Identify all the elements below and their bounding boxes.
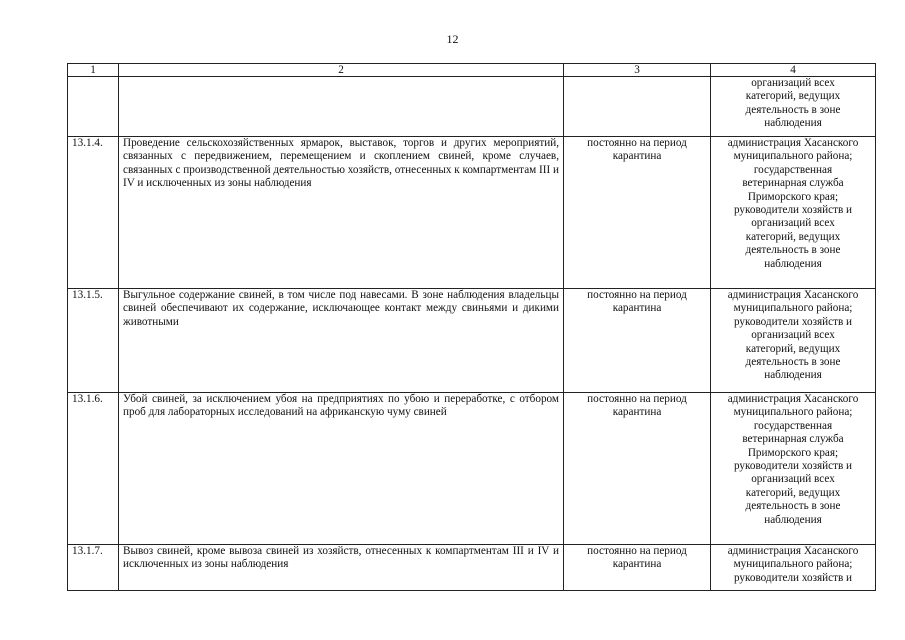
table-row <box>68 545 876 591</box>
table-header-row <box>68 64 876 77</box>
row-number: 13.1.6. <box>72 393 103 405</box>
row-number-cell <box>68 393 119 545</box>
measure-text: Убой свиней, за исключением убоя на предприятиях по убою и переработке, с отбором проб для лабораторных исследований на африканскую чуму свиней <box>123 393 559 419</box>
measure-text: Выгульное содержание свиней, в том числе под навесами. В зоне наблюдения владельцы свиней обеспечивают их содержание, исключающее контакт между свиньями и дикими животными <box>123 289 559 328</box>
responsible-text: администрация Хасанского муниципального района; государственная ветеринарная служба Приморского края; руководители хозяйств и организаций всех категорий, ведущих деятельность в зоне наблюдения <box>727 137 859 270</box>
term-text: постоянно на период карантина <box>587 393 687 419</box>
measures-table <box>67 63 876 591</box>
row-number-cell <box>68 289 119 393</box>
table-row <box>68 289 876 393</box>
measure-cell <box>119 77 564 137</box>
table-row-continued <box>68 77 876 137</box>
responsible-cell <box>711 289 876 393</box>
column-header-2: 2 <box>119 64 564 77</box>
row-number: 13.1.7. <box>72 545 103 557</box>
term-cell <box>564 77 711 137</box>
term-cell <box>564 545 711 591</box>
term-cell <box>564 137 711 289</box>
responsible-text: администрация Хасанского муниципального района; государственная ветеринарная служба Приморского края; руководители хозяйств и организаций всех категорий, ведущих деятельность в зоне наблюдения <box>727 393 859 526</box>
column-header-3: 3 <box>564 64 711 77</box>
table-row <box>68 393 876 545</box>
responsible-cell <box>711 545 876 591</box>
term-text: постоянно на период карантина <box>587 137 687 163</box>
column-header-4: 4 <box>711 64 876 77</box>
table-row <box>68 137 876 289</box>
measure-text: Проведение сельскохозяйственных ярмарок, выставок, торгов и других мероприятий, связанных с передвижением, перемещением и скоплением свиней, кроме случаев, связанных с производственной деятельностью хозяйств, отнесенных к компартментам III и IV и исключенных из зоны наблюдения <box>123 137 559 190</box>
responsible-cell <box>711 77 876 137</box>
row-number-cell <box>68 137 119 289</box>
responsible-text: организаций всех категорий, ведущих деятельность в зоне наблюдения <box>745 77 841 130</box>
responsible-text: администрация Хасанского муниципального района; руководители хозяйств и организаций всех категорий, ведущих деятельность в зоне наблюдения <box>727 289 859 382</box>
page-number: 12 <box>446 32 459 46</box>
responsible-cell <box>711 137 876 289</box>
measure-cell <box>119 137 564 289</box>
responsible-cell <box>711 393 876 545</box>
row-number: 13.1.5. <box>72 289 103 301</box>
measure-cell <box>119 545 564 591</box>
term-text: постоянно на период карантина <box>587 545 687 571</box>
term-cell <box>564 289 711 393</box>
column-header-1: 1 <box>68 64 119 77</box>
row-number: 13.1.4. <box>72 137 103 149</box>
term-cell <box>564 393 711 545</box>
row-number-cell <box>68 77 119 137</box>
measure-text: Вывоз свиней, кроме вывоза свиней из хозяйств, отнесенных к компартментам III и IV и исключенных из зоны наблюдения <box>123 545 559 571</box>
measure-cell <box>119 393 564 545</box>
term-text: постоянно на период карантина <box>587 289 687 315</box>
row-number-cell <box>68 545 119 591</box>
responsible-text: администрация Хасанского муниципального района; руководители хозяйств и <box>727 545 859 584</box>
measure-cell <box>119 289 564 393</box>
